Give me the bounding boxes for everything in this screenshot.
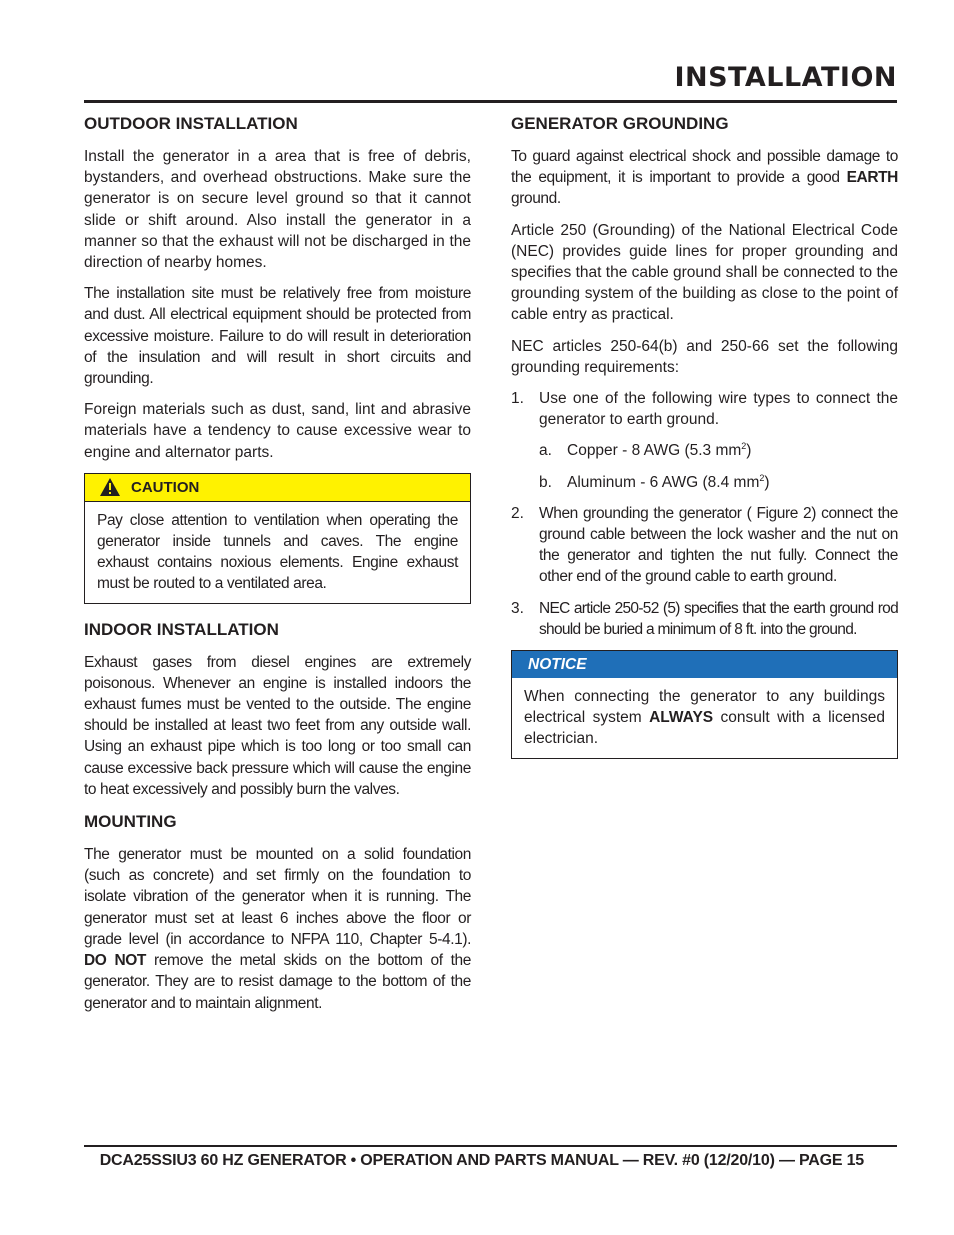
right-column — [511, 112, 898, 773]
generator-grounding-heading: GENERATOR GROUNDING — [511, 114, 729, 133]
outdoor-paragraph-1: Install the generator in a area that is free of debris, bystanders, and overhead obstructions. Make sure the generator is on secure level ground so that it cannot slide or shift around. Also install the generator in a manner so that the exhaust will not be discharged in the direction of nearby homes. — [84, 148, 471, 272]
always-emphasis: ALWAYS — [649, 709, 714, 727]
caution-label: CAUTION — [131, 478, 200, 496]
footer-rule — [84, 1145, 897, 1147]
list-item-text: NEC article 250-52 (5) specifies that the earth ground rod should be buried a minimum of 8 ft. into the ground. — [539, 599, 898, 638]
mounting-text-b: remove the metal skids on the bottom of the generator. They are to resist damage to the bottom of the generator and to maintain alignment. — [84, 952, 471, 1012]
page-footer: DCA25SSIU3 60 HZ GENERATOR • OPERATION AND PARTS MANUAL — REV. #0 (12/20/10) — PAGE 15 — [99, 1152, 864, 1169]
left-column — [84, 112, 471, 1024]
page-title: INSTALLATION — [674, 62, 897, 93]
caution-text: Pay close attention to ventilation when operating the generator inside tunnels and caves. The engine exhaust contains noxious elements. Engine exhaust must be routed to a ventilated area. — [97, 511, 458, 593]
outdoor-paragraph-2: The installation site must be relatively free from moisture and dust. All electrical equipment should be protected from excessive moisture. Failure to do will result in deterioration of the insulation and will result in short circuits and grounding. — [84, 285, 471, 388]
notice-text: When connecting the generator to any buildings electrical system ALWAYS consult with a licensed electrician. — [524, 688, 885, 748]
list-item — [511, 598, 898, 640]
list-number: 3. — [511, 599, 524, 617]
notice-header — [512, 651, 897, 678]
grounding-paragraph-2: Article 250 (Grounding) of the National Electrical Code (NEC) provides guide lines for proper grounding and specifies that the cable ground shall be connected to the grounding system of the building as close to the point of cable entry as practical. — [511, 221, 898, 324]
notice-box — [511, 650, 898, 759]
grounding-text-b: ground. — [511, 190, 561, 208]
list-item — [511, 388, 898, 493]
mounting-paragraph — [84, 844, 471, 1014]
outdoor-installation-heading: OUTDOOR INSTALLATION — [84, 114, 298, 133]
header-rule — [84, 100, 897, 103]
list-number: 1. — [511, 390, 524, 408]
outdoor-paragraph-3: Foreign materials such as dust, sand, lint and abrasive materials have a tendency to cause excessive wear to engine and alternator parts. — [84, 401, 471, 461]
warning-triangle-icon — [99, 477, 121, 497]
grounding-requirements-list — [511, 388, 898, 640]
do-not-emphasis: DO NOT — [84, 952, 146, 970]
mounting-text-a: The generator must be mounted on a solid foundation (such as concrete) and set firmly on the foundation to isolate vibration of the generator when it is running. The generator must set at least 6 inches above the floor or grade level (in accordance to NFPA 110, Chapter 5-4.1). — [84, 846, 471, 948]
list-number: 2. — [511, 504, 524, 522]
grounding-paragraph-3: NEC articles 250-64(b) and 250-66 set the following grounding requirements: — [511, 337, 898, 376]
grounding-paragraph-1 — [511, 146, 898, 210]
sub-item-copper: a. Copper - 8 AWG (5.3 $mm^2$) — [539, 441, 752, 460]
list-item — [511, 503, 898, 588]
caution-header — [85, 474, 470, 502]
mounting-heading: MOUNTING — [84, 812, 177, 832]
sub-item-aluminum: b. Aluminum - 6 AWG (8.4 $mm^2$) — [539, 472, 770, 491]
indoor-paragraph: Exhaust gases from diesel engines are extremely poisonous. Whenever an engine is installed indoors the exhaust fumes must be vented to the outside. The engine should be installed at least two feet from any outside wall. Using an exhaust pipe which is too long or too small can cause excessive back pressure which will cause the engine to heat excessively and possibly burn the valves. — [84, 653, 471, 798]
earth-emphasis: EARTH — [846, 169, 898, 187]
grounding-text-a: To guard against electrical shock and possible damage to the equipment, it is important to provide a good — [511, 148, 898, 187]
notice-label: NOTICE — [528, 655, 587, 673]
list-item-text: Use one of the following wire types to connect the generator to earth ground. — [539, 390, 898, 429]
indoor-installation-heading: INDOOR INSTALLATION — [84, 619, 279, 639]
list-item-text: When grounding the generator ( Figure 2) connect the ground cable between the lock washer and the nut on the generator and tighten the nut fully. Connect the other end of the ground cable to earth ground. — [539, 504, 898, 586]
caution-box — [84, 473, 471, 604]
